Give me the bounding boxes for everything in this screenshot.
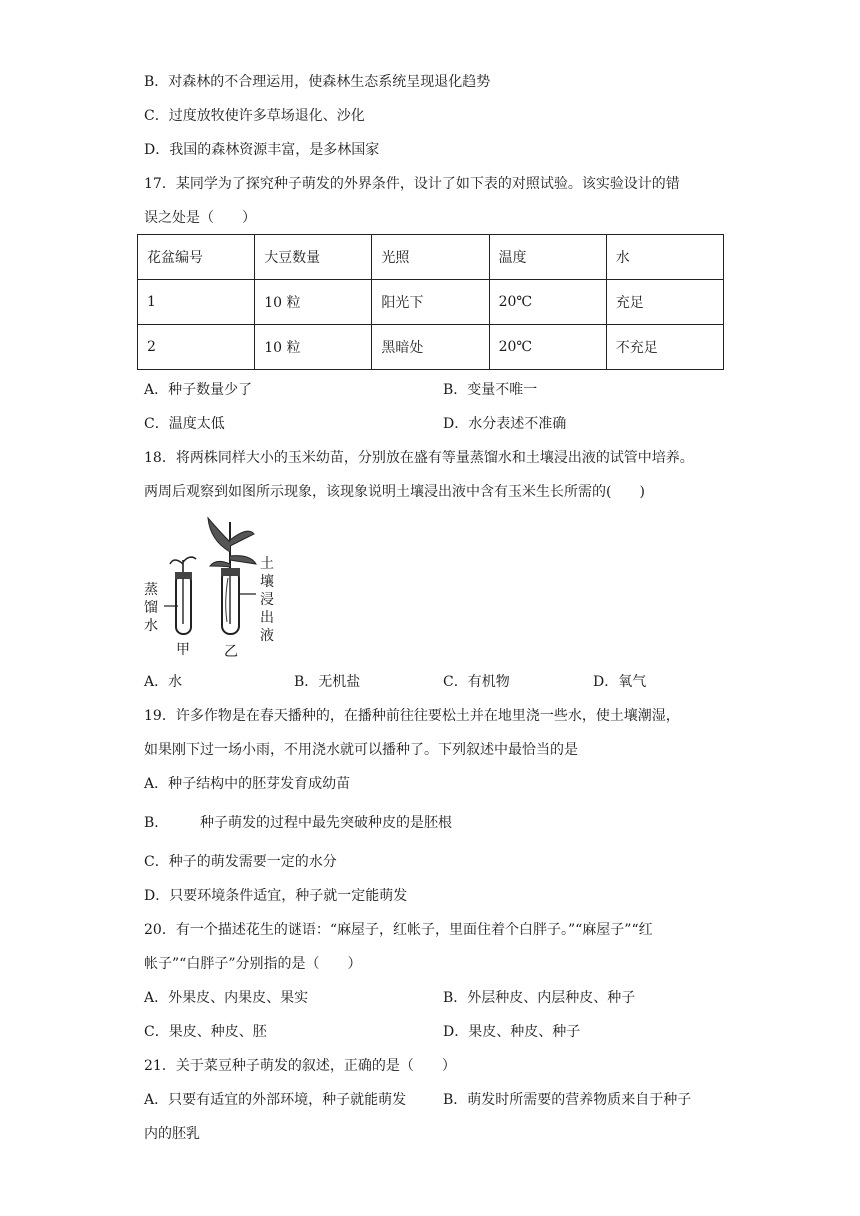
table-cell: 充足 [606, 280, 723, 325]
table-header-cell: 温度 [489, 235, 606, 280]
label-soil-extract-1: 土 [260, 556, 274, 572]
table-cell: 1 [138, 280, 255, 325]
q19-stem-line2: 如果刚下过一场小雨，不用浇水就可以播种了。下列叙述中最恰当的是 [144, 742, 578, 758]
label-soil-extract-3: 浸 [260, 592, 274, 608]
q18-option-d: D．氧气 [593, 674, 647, 690]
tube-a-seedling [164, 557, 196, 634]
label-soil-extract-5: 液 [260, 628, 274, 644]
table-header-cell: 花盆编号 [138, 235, 255, 280]
q20-option-c: C．果皮、种皮、胚 [144, 1024, 267, 1040]
q16-option-b: B．对森林的不合理运用，使森林生态系统呈现退化趋势 [144, 74, 491, 90]
label-distilled-water-2: 馏 [144, 600, 158, 616]
label-tube-a: 甲 [176, 642, 190, 658]
table-header-cell: 光照 [372, 235, 489, 280]
q19-option-b-letter: B． [144, 815, 169, 831]
q16-option-d: D．我国的森林资源丰富，是多林国家 [144, 142, 380, 158]
table-cell: 20℃ [489, 325, 606, 370]
q16-option-c: C．过度放牧使许多草场退化、沙化 [144, 108, 365, 124]
q18-stem-line1: 18．将两株同样大小的玉米幼苗，分别放在盛有等量蒸馏水和土壤浸出液的试管中培养。 [144, 450, 694, 466]
q20-option-b: B．外层种皮、内层种皮、种子 [443, 990, 636, 1006]
q18-option-b: B．无机盐 [294, 674, 361, 690]
table-header-row [138, 235, 724, 280]
q17-option-b: B．变量不唯一 [443, 382, 538, 398]
label-distilled-water-3: 水 [144, 618, 158, 634]
label-soil-extract-4: 出 [260, 610, 274, 626]
table-cell: 10 粒 [255, 325, 372, 370]
q21-stem: 21．关于菜豆种子萌发的叙述，正确的是（ ） [144, 1058, 456, 1074]
q17-stem-line2: 误之处是（ ） [144, 210, 256, 226]
q19-stem-line1: 19．许多作物是在春天播种的，在播种前往往要松土并在地里浇一些水，使土壤潮湿， [144, 708, 680, 724]
q19-option-c: C．种子的萌发需要一定的水分 [144, 854, 337, 870]
q21-option-b: B．萌发时所需要的营养物质来自于种子 [443, 1092, 692, 1108]
table-cell: 10 粒 [255, 280, 372, 325]
q19-option-b-text: 种子萌发的过程中最先突破种皮的是胚根 [200, 815, 452, 831]
test-tube-illustration [138, 512, 288, 660]
label-tube-b: 乙 [224, 644, 238, 660]
q17-option-a: A．种子数量少了 [144, 382, 253, 398]
label-soil-extract-2: 壤 [260, 574, 274, 590]
label-distilled-water-1: 蒸 [144, 582, 158, 598]
table-cell: 黑暗处 [372, 325, 489, 370]
tube-b-seedling [208, 518, 256, 634]
table-cell: 20℃ [489, 280, 606, 325]
q20-option-a: A．外果皮、内果皮、果实 [144, 990, 309, 1006]
q19-option-a: A．种子结构中的胚芽发育成幼苗 [144, 776, 351, 792]
q17-stem-line1: 17．某同学为了探究种子萌发的外界条件，设计了如下表的对照试验。该实验设计的错 [144, 176, 680, 192]
table-cell: 2 [138, 325, 255, 370]
q20-stem-line2: 帐子”“白胖子”分别指的是（ ） [144, 956, 362, 972]
table-row [138, 325, 724, 370]
q19-option-d: D．只要环境条件适宜，种子就一定能萌发 [144, 888, 408, 904]
q17-experiment-table [137, 234, 724, 370]
table-cell: 阳光下 [372, 280, 489, 325]
table-cell: 不充足 [606, 325, 723, 370]
q17-option-d: D．水分表述不准确 [443, 416, 567, 432]
q18-stem-line2: 两周后观察到如图所示现象，该现象说明土壤浸出液中含有玉米生长所需的( ) [144, 484, 645, 500]
q18-option-c: C．有机物 [443, 674, 510, 690]
q18-test-tube-figure [138, 512, 288, 660]
table-header-cell: 水 [606, 235, 723, 280]
q20-stem-line1: 20．有一个描述花生的谜语：“麻屋子，红帐子，里面住着个白胖子。”“麻屋子”“红 [144, 922, 653, 938]
q21-option-b-continued: 内的胚乳 [144, 1126, 200, 1142]
table-header-cell: 大豆数量 [255, 235, 372, 280]
q18-option-a: A．水 [144, 674, 183, 690]
table-row [138, 280, 724, 325]
q21-option-a: A．只要有适宜的外部环境，种子就能萌发 [144, 1092, 407, 1108]
q17-option-c: C．温度太低 [144, 416, 225, 432]
q20-option-d: D．果皮、种皮、种子 [443, 1024, 581, 1040]
